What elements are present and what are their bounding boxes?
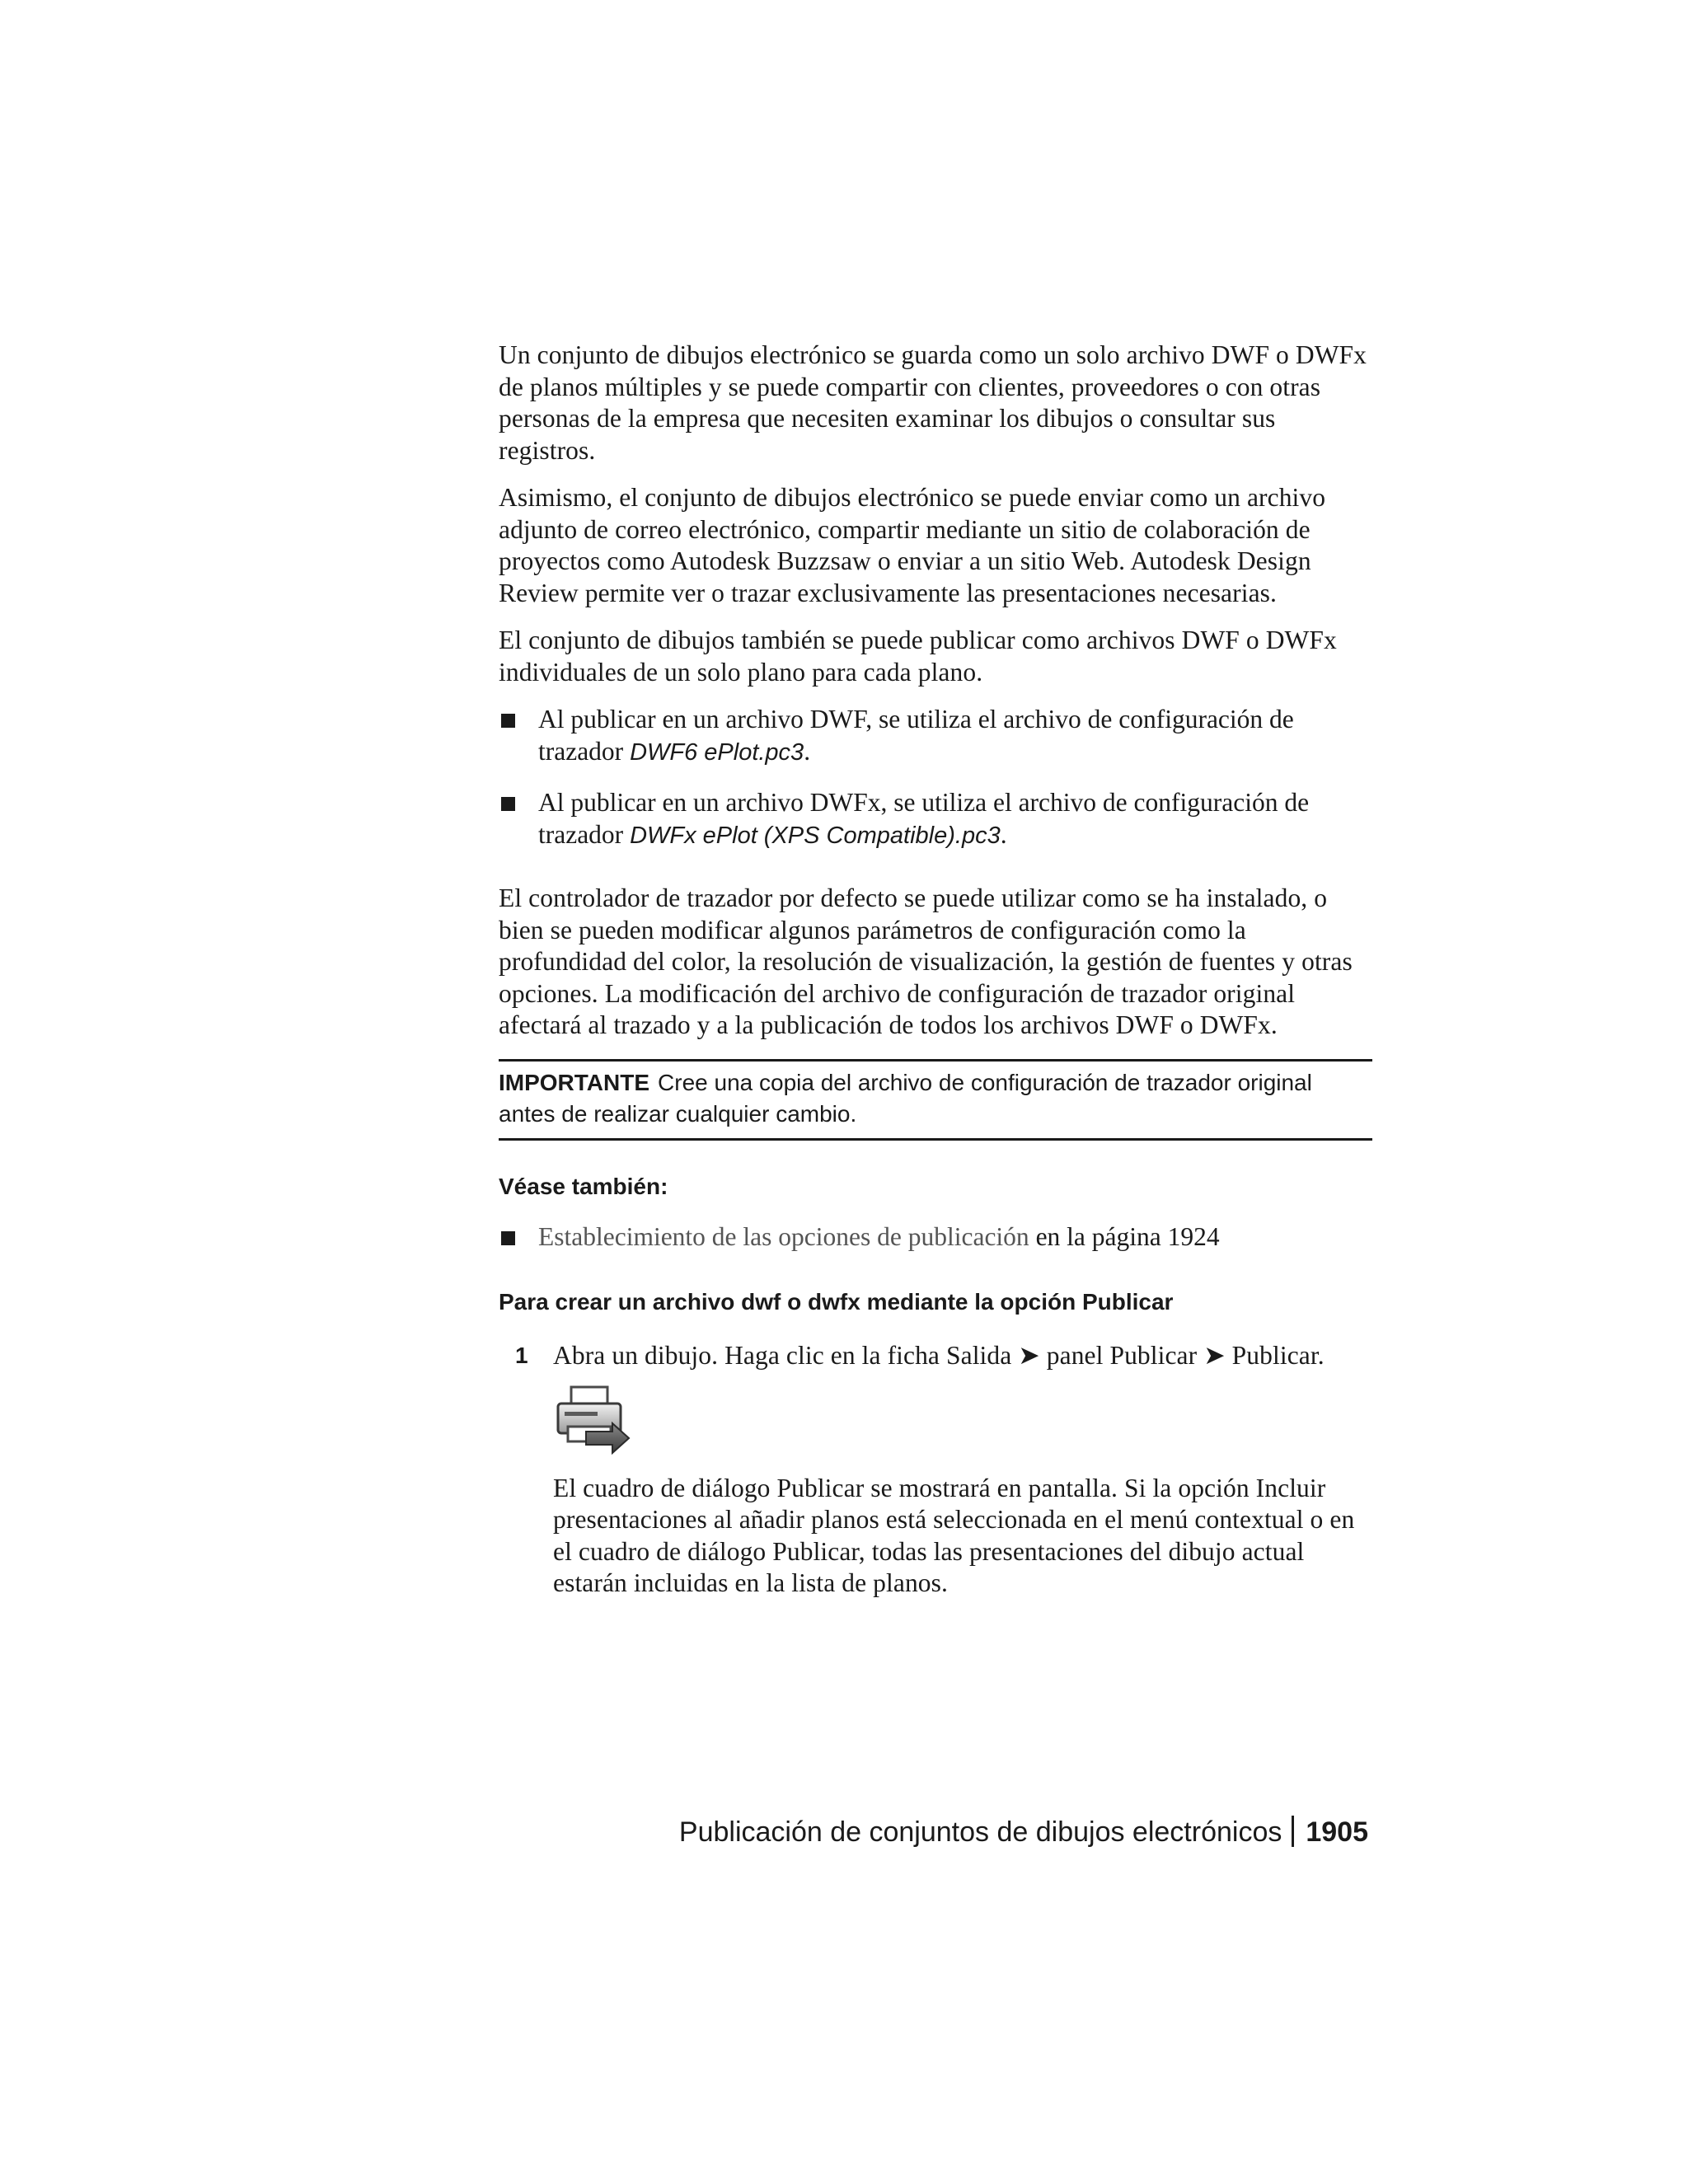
important-label: IMPORTANTE	[499, 1069, 650, 1095]
page-number: 1905	[1306, 1816, 1368, 1848]
page-content	[499, 340, 1372, 1615]
publish-icon	[553, 1384, 632, 1455]
paragraph-plotter-driver: El controlador de trazador por defecto se puede utilizar como se ha instalado, o bien se pueden modificar algunos parámetros de configuración como la profundidad del color, la resolución de visualización, la gestión de fuentes y otras opciones. La modificación del archivo de configuración de trazador original afectará al trazado y a la publicación de todos los archivos DWF o DWFx.	[499, 883, 1353, 1039]
see-also-heading: Véase también:	[499, 1173, 668, 1199]
step-text: Abra un dibujo. Haga clic en la ficha Salida ➤ panel Publicar ➤ Publicar.	[553, 1341, 1325, 1370]
see-also-link[interactable]: Establecimiento de las opciones de publicación	[538, 1221, 1029, 1251]
page-footer	[679, 1815, 1368, 1849]
step-number: 1	[515, 1343, 528, 1368]
config-file-list	[499, 704, 1372, 851]
config-file-name: DWFx ePlot (XPS Compatible).pc3	[630, 822, 1001, 849]
paragraph-intro: Un conjunto de dibujos electrónico se guarda como un solo archivo DWF o DWFx de planos múltiples y se puede compartir con clientes, proveedores o con otras personas de la empresa que necesiten examinar los dibujos o consultar sus registros.	[499, 340, 1367, 465]
step-note: El cuadro de diálogo Publicar se mostrará en pantalla. Si la opción Incluir presentaciones al añadir planos está seleccionada en el menú contextual o en el cuadro de diálogo Publicar, todas las presentaciones del dibujo actual estarán incluidas en la lista de planos.	[553, 1473, 1355, 1597]
important-note	[499, 1059, 1372, 1141]
procedure-heading: Para crear un archivo dwf o dwfx mediante la opción Publicar	[499, 1289, 1174, 1315]
important-text: Cree una copia del archivo de configuración de trazador original antes de realizar cualquier cambio.	[499, 1069, 1312, 1127]
procedure-step	[499, 1340, 1372, 1600]
list-item-end: .	[1000, 819, 1007, 849]
paragraph-sharing: Asimismo, el conjunto de dibujos electrónico se puede enviar como un archivo adjunto de correo electrónico, compartir mediante un sitio de colaboración de proyectos como Autodesk Buzzsaw o enviar a un sitio Web. Autodesk Design Review permite ver o trazar exclusivamente las presentaciones necesarias.	[499, 483, 1326, 607]
footer-title: Publicación de conjuntos de dibujos electrónicos	[678, 1816, 1282, 1848]
paragraph-individual: El conjunto de dibujos también se puede publicar como archivos DWF o DWFx individuales de un solo plano para cada plano.	[499, 626, 1337, 687]
list-item-end: .	[804, 736, 811, 766]
bullet-square-icon	[501, 714, 515, 728]
see-also-page-ref: en la página 1924	[1029, 1221, 1220, 1251]
list-item-text: Al publicar en un archivo DWFx, se utiliza el archivo de configuración de trazador	[538, 788, 1310, 849]
see-also-list	[499, 1221, 1372, 1254]
bullet-square-icon	[501, 797, 515, 811]
list-item-text: Al publicar en un archivo DWF, se utiliza el archivo de configuración de trazador	[538, 705, 1294, 766]
config-file-name: DWF6 ePlot.pc3	[630, 738, 804, 766]
list-item	[499, 787, 1372, 851]
list-item	[499, 704, 1372, 768]
footer-separator	[1292, 1816, 1294, 1847]
bullet-square-icon	[501, 1231, 515, 1245]
see-also-item	[499, 1221, 1372, 1254]
